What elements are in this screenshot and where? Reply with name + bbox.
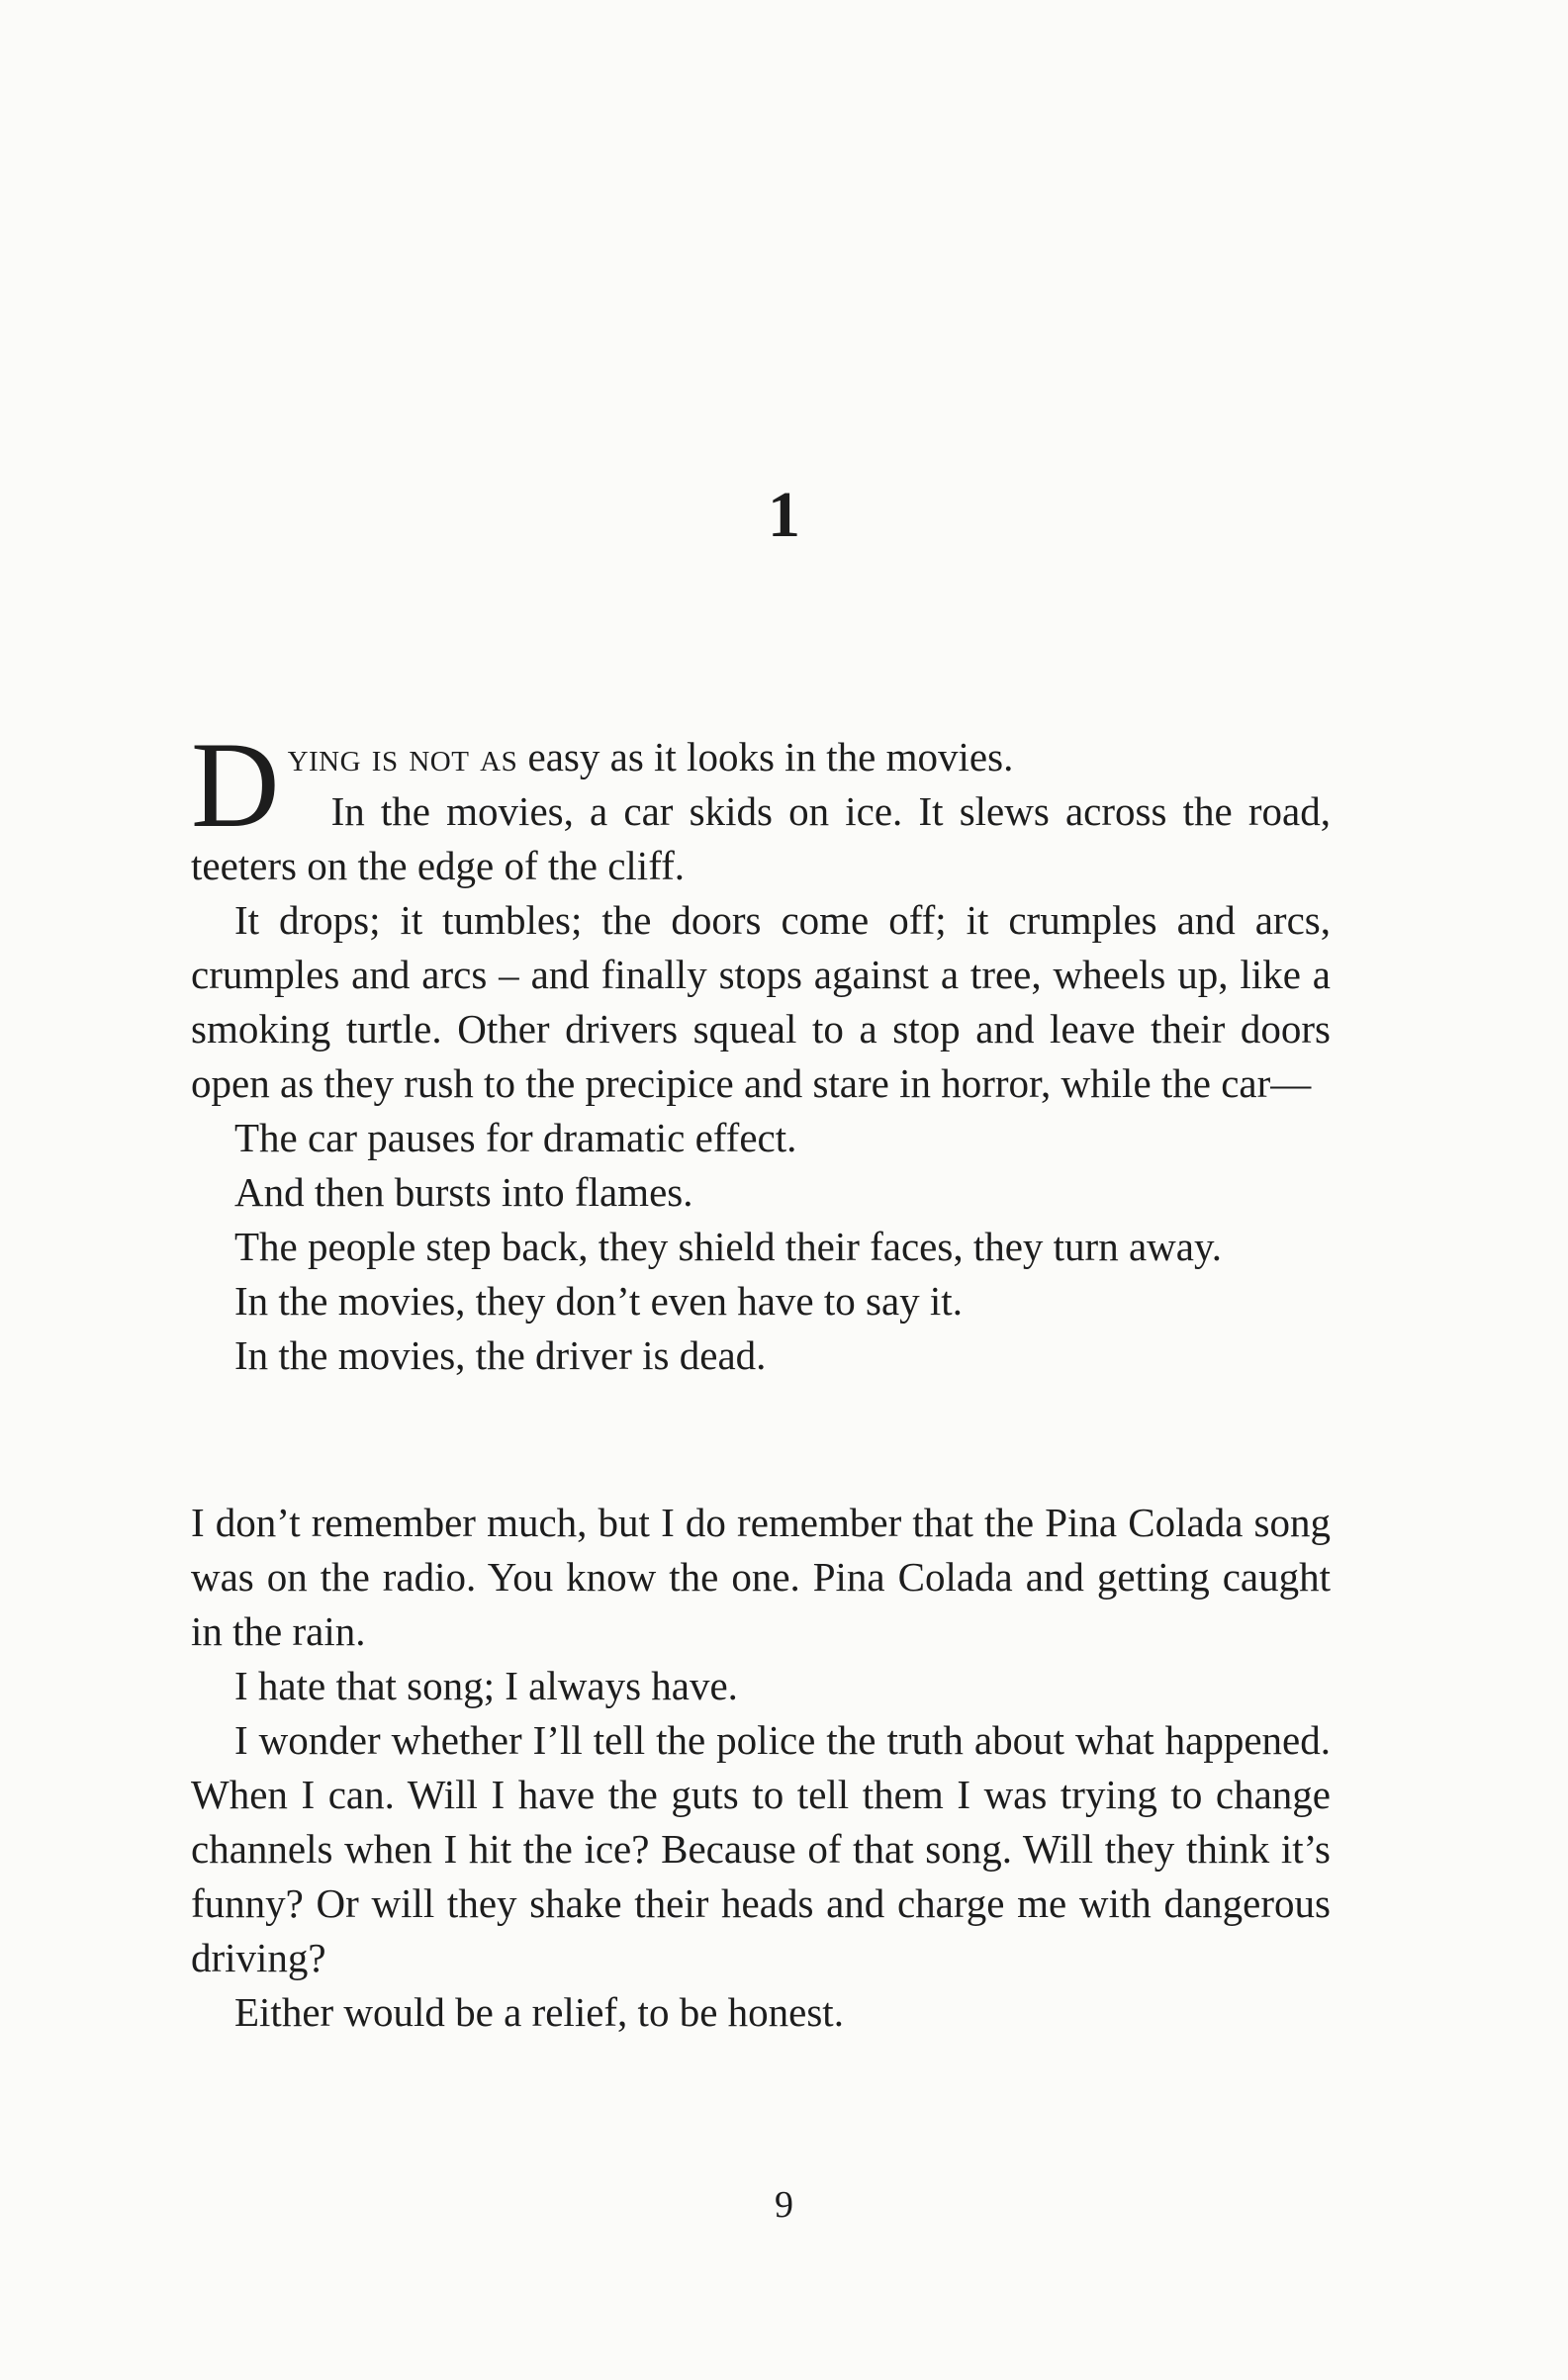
- paragraph: In the movies, a car skids on ice. It slews across the road, teeters on the edge of the cliff.: [191, 788, 1331, 888]
- small-caps-lead: ying is not as: [287, 734, 518, 779]
- chapter-number: 1: [768, 479, 800, 551]
- paragraph: I wonder whether I’ll tell the police the truth about what happened. When I can. Will I have the guts to tell them I was trying to change channels when I hit the ice? Because of that song. Will they think it’s funny? Or will they shake their heads and charge me with dangerous driving?: [191, 1717, 1331, 1980]
- paragraph: I hate that song; I always have.: [234, 1663, 738, 1708]
- section-one: [191, 717, 1331, 1383]
- drop-cap: D: [191, 717, 280, 853]
- paragraph: I don’t remember much, but I do remember that the Pina Colada song was on the radio. You know the one. Pina Colada and getting caught in the rain.: [191, 1500, 1331, 1654]
- page-number: 9: [775, 2184, 793, 2226]
- opening-line-text: easy as it looks in the movies.: [517, 734, 1014, 779]
- paragraph: It drops; it tumbles; the doors come off; it crumples and arcs, crumples and arcs – and finally stops against a tree, wheels up, like a smoking turtle. Other drivers squeal to a stop and leave their doors open as they rush to the precipice and stare in horror, while the car—: [191, 897, 1331, 1106]
- paragraph: In the movies, the driver is dead.: [234, 1332, 767, 1378]
- paragraph: In the movies, they don’t even have to say it.: [234, 1278, 963, 1324]
- paragraph: Either would be a relief, to be honest.: [234, 1989, 844, 2035]
- section-two: [191, 1496, 1331, 2040]
- paragraph: And then bursts into flames.: [234, 1169, 693, 1215]
- paragraph: The car pauses for dramatic effect.: [234, 1115, 797, 1160]
- paragraph: The people step back, they shield their faces, they turn away.: [234, 1224, 1223, 1269]
